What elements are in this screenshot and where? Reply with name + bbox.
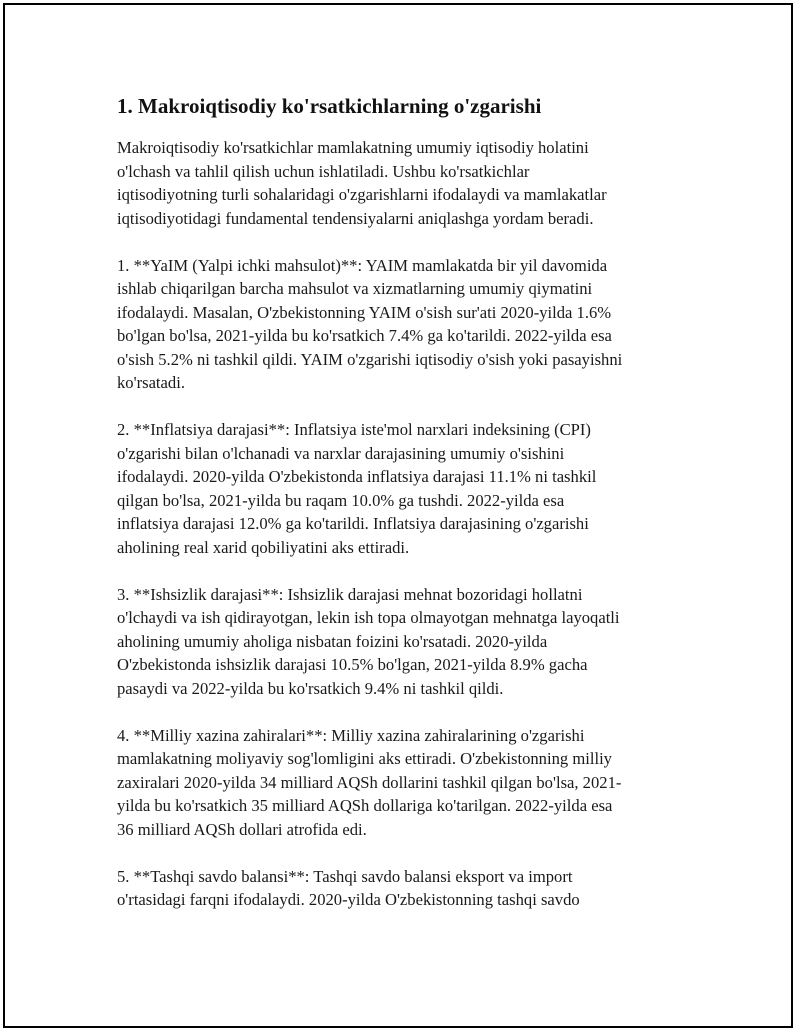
paragraph-line: ifodalaydi. 2020-yilda O'zbekistonda inflatsiya darajasi 11.1% ni tashkil — [117, 467, 597, 486]
paragraph-line: aholining real xarid qobiliyatini aks ettiradi. — [117, 537, 410, 557]
inflation-paragraph — [117, 418, 685, 559]
paragraph-line: ifodalaydi. Masalan, O'zbekistonning YAIM o'sish sur'ati 2020-yilda 1.6% — [117, 302, 612, 322]
paragraph-line: O'zbekistonda ishsizlik darajasi 10.5% bo'lgan, 2021-yilda 8.9% gacha — [117, 655, 588, 674]
paragraph-line: 2. **Inflatsiya darajasi**: Inflatsiya iste'mol narxlari indeksining (CPI) — [117, 420, 591, 439]
paragraph-line: pasaydi va 2022-yilda bu ko'rsatkich 9.4% ni tashkil qildi. — [117, 678, 504, 698]
section-heading: 1. Makroiqtisodiy ko'rsatkichlarning o'zgarishi — [117, 94, 542, 118]
paragraph-line: iqtisodiyotidagi fundamental tendensiyalarni aniqlashga yordam beradi. — [117, 208, 594, 228]
trade-balance-paragraph — [117, 865, 685, 912]
intro-paragraph — [117, 136, 685, 230]
paragraph-line: 1. **YaIM (Yalpi ichki mahsulot)**: YAIM mamlakatda bir yil davomida — [117, 255, 608, 275]
paragraph-line: ko'rsatadi. — [117, 373, 185, 392]
paragraph-line: o'lchaydi va ish qidirayotgan, lekin ish topa olmayotgan mehnatga layoqatli — [117, 608, 620, 627]
unemployment-paragraph — [117, 583, 685, 701]
reserves-paragraph — [117, 724, 685, 842]
paragraph-line: 4. **Milliy xazina zahiralari**: Milliy xazina zahiralarining o'zgarishi — [117, 725, 585, 745]
paragraph-line: mamlakatning moliyaviy sog'lomligini aks ettiradi. O'zbekistonning milliy — [117, 749, 612, 768]
paragraph-line: Makroiqtisodiy ko'rsatkichlar mamlakatning umumiy iqtisodiy holatini — [117, 138, 589, 157]
paragraph-line: o'lchash va tahlil qilish uchun ishlatiladi. Ushbu ko'rsatkichlar — [117, 161, 530, 181]
paragraph-line: 3. **Ishsizlik darajasi**: Ishsizlik darajasi mehnat bozoridagi hollatni — [117, 584, 583, 604]
document-body — [117, 93, 685, 935]
paragraph-line: o'sish 5.2% ni tashkil qildi. YAIM o'zgarishi iqtisodiy o'sish yoki pasayishni — [117, 349, 623, 369]
paragraph-line: 5. **Tashqi savdo balansi**: Tashqi savdo balansi eksport va import — [117, 866, 573, 886]
paragraph-line: aholining umumiy aholiga nisbatan foizini ko'rsatadi. 2020-yilda — [117, 631, 548, 651]
paragraph-line: o'zgarishi bilan o'lchanadi va narxlar darajasining umumiy o'sishini — [117, 443, 565, 463]
paragraph-line: qilgan bo'lsa, 2021-yilda bu raqam 10.0% ga tushdi. 2022-yilda esa — [117, 490, 565, 510]
paragraph-line: inflatsiya darajasi 12.0% ga ko'tarildi. Inflatsiya darajasining o'zgarishi — [117, 514, 589, 533]
paragraph-line: iqtisodiyotning turli sohalaridagi o'zgarishlarni ifodalaydi va mamlakatlar — [117, 185, 607, 204]
paragraph-line: ishlab chiqarilgan barcha mahsulot va xizmatlarning umumiy qiymatini — [117, 279, 593, 298]
paragraph-line: yilda bu ko'rsatkich 35 milliard AQSh dollariga ko'tarilgan. 2022-yilda esa — [117, 796, 613, 815]
paragraph-line: bo'lgan bo'lsa, 2021-yilda bu ko'rsatkich 7.4% ga ko'tarildi. 2022-yilda esa — [117, 326, 612, 345]
paragraph-line: zaxiralari 2020-yilda 34 milliard AQSh dollarini tashkil qilgan bo'lsa, 2021- — [117, 772, 622, 792]
gdp-paragraph — [117, 254, 685, 395]
paragraph-line: 36 milliard AQSh dollari atrofida edi. — [117, 819, 367, 839]
paragraph-line: o'rtasidagi farqni ifodalaydi. 2020-yilda O'zbekistonning tashqi savdo — [117, 890, 580, 909]
